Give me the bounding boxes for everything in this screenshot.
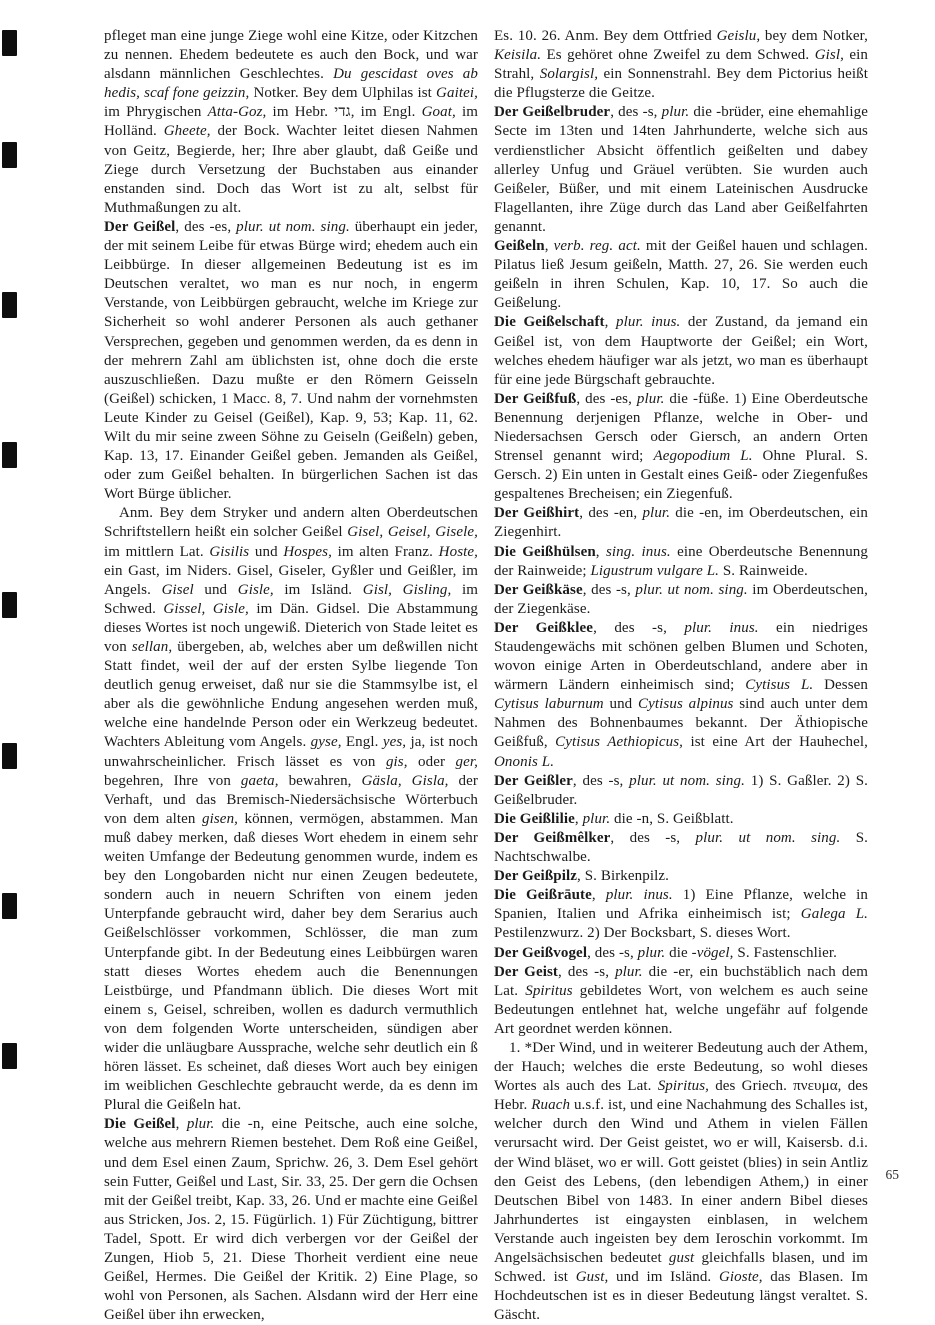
headword: Der Geißhirt [494,505,580,522]
dictionary-paragraph [104,27,478,218]
scan-artifact-mark [2,442,17,468]
text-run: S. Fastenschlier. [733,944,837,961]
text-run: Aegopodium L. [653,448,753,465]
dictionary-paragraph [494,313,868,389]
text-run: yes, [382,734,407,751]
text-run: Gisl, [814,47,844,64]
text-run: Hoste, [438,543,479,560]
text-run: im mittlern Lat. [104,543,210,560]
dictionary-paragraph [104,1115,478,1325]
text-run: Hospes, [283,543,332,560]
headword: Die Geißrāute [494,887,592,904]
dictionary-paragraph [494,390,868,505]
text-run: , des -s, [593,619,685,636]
text-run: gust [668,1250,695,1266]
text-run: Geislu, [716,28,761,44]
scan-artifact-mark [2,292,17,318]
text-run: gebildetes Wort, von welchem es auch seine Bedeutungen entlehnet hat, welche ungefähr auf folgende Art geordnet werden können. [494,982,868,1037]
text-run: mit der Geißel hauen und schlagen. Pilatus ließ Jesum geißeln, Matth. 27, 26. Sie werden euch geißeln in ihren Schulen, Kap. 10, 17. So auch die Geißelung. [494,238,868,312]
text-run: plur. ut nom. sing. [236,218,350,235]
text-run: die -en, im Oberdeutschen, ein Ziegenhirt. [494,505,869,541]
text-run: plur. ut nom. sing. [629,772,745,789]
text-run: der Verhaft, und das Bremisch-Niedersächsische Wörterbuch von dem alten [104,772,478,827]
text-run: im alten Franz. [331,543,439,560]
text-run: Du gescidast oves ab hedis, scaf fone geizzin, [104,66,478,102]
text-run: ein Gast, im Niders. Gisel, Giseler, Gyßler und Geißler, im Angels. [104,562,478,598]
text-run: Gioste, [718,1269,763,1286]
text-run: der Bock. Wachter leitet diesen Nahmen von Geitz, Begierde, her; Ihre aber glaubt, daß Geiße und Ziege durch Versetzung der Buchstaben aus einander enstanden sind. Doch das Wort ist zu alt, selbst für Muthmaßungen zu alt. [104,123,478,216]
text-run: plur. [636,390,665,407]
text-run: Gust, [575,1269,609,1286]
text-run: Keisila. [494,47,542,64]
text-run: sellan, [131,639,173,655]
text-run: , [175,1116,187,1133]
text-run: das Blasen. Im Hochdeutschen ist es in dieser Bedeutung längst veraltet. S. Gäscht. [494,1269,869,1324]
headword: Der Geißpilz [494,868,577,885]
text-run: plur. inus. [605,887,673,904]
text-run: Galega L. [800,906,868,923]
text-run: , des -s, [582,581,636,598]
text-run: der Zustand, da jemand ein Geißel ist, von dem Hauptworte der Geißel; ein Wort, welches ehedem häufiger war als jetzt, wo man es überhaupt für eine jede Bürgschaft gebrauchte. [494,314,869,388]
dictionary-paragraph [104,218,478,504]
text-run: Spiritus, [657,1078,710,1095]
text-run: begehren, Ihre von [104,772,241,789]
text-run: pfleget man eine junge Ziege wohl eine Kitze, oder Kitzchen zu nennen. Ehedem bedeutete es auch den Bock, und war alsdann männlichen Geschlechtes. [104,28,478,83]
text-run: die -n, S. Geißblatt. [610,810,734,827]
dictionary-paragraph [494,581,868,619]
text-run: im Phrygischen [104,104,208,121]
text-run: S. Nachtschwalbe. [494,829,869,866]
scan-artifact-mark [2,592,17,618]
text-run: Ohne Plural. S. Gersch. 2) Ein unten in Gestalt eines Geiß- oder Ziegenfußes gespaltenes Brecheisen; ein Ziegenfuß. [494,448,868,503]
text-run: plur. inus. [616,314,681,331]
text-run: gisen, [202,810,239,827]
text-run: im Isländ. [273,581,363,598]
dictionary-paragraph [494,543,868,581]
text-run: Cytisus laburnum [494,696,604,713]
text-run: Spiritus [525,982,573,999]
headword: Der Geißelbruder [494,104,611,121]
scan-artifact-mark [2,893,17,919]
text-run: Gaitei, [436,85,478,102]
headword: Der Geißler [494,772,573,789]
text-run: plur. [661,104,690,121]
text-run: sind auch unter dem Nahmen des Bohnenbaumes bekannt. Der Äthiopische Geißfuß, [494,696,868,751]
text-run: plur. ut nom. sing. [695,829,841,846]
text-run: überhaupt ein jeder, der mit seinem Leibe für etwas Bürge wird; ehedem auch ein Leibbürge. In dieser allgemeinen Bedeutung ist es im Deutschen veraltet, wo man es nur noch, in engerm Verstande, von Leibbürgen gebraucht, welche im Kriege zur Sicherheit so wohl anderer Personen als auch gethaner Versprechen, gegeben und genommen werden, da es denn in der mehrern Zahl am üblichsten ist, ohne doch die erste auszuschließen. Dazu mußte er den Römern Geisseln (Geißel) schicken, 1 Macc. 8, 7. Und nahm der vornehmsten Leute Kinder zu Geisel (Geißel), Kap. 9, 53; Kap. 11, 62. Wilt du mir seine zween Söhne zu Geiseln (Geißeln) geben, Kap. 13, 17. Einander Geißel geben. Jemanden als Geißel, oder zum Geißel behalten. In bürgerlichen Sachen ist das Wort Bürge üblicher. [104,218,478,503]
text-run: ja, ist noch unwahrscheinlicher. Frisch lässet es von [104,734,478,770]
dictionary-paragraph [494,963,868,1039]
text-run: Pestilenzwurz. 2) Der Bocksbart, S. dieses Wort. [494,925,791,942]
text-run: , des -en, [579,505,643,522]
text-run: Ligustrum vulgare L. [590,562,720,579]
headword: Der Geißfuß [494,390,577,407]
page-number: 65 [885,1167,899,1182]
text-run: 1) S. Gaßler. 2) S. Geißelbruder. [494,772,869,808]
text-run: , des -s, [558,963,616,980]
text-run: Cytisus alpinus [638,696,734,713]
text-run: und [603,696,639,713]
dictionary-paragraph [494,1039,868,1325]
text-run: Notker. Bey dem Ulphilas ist [249,85,437,102]
text-run: im Schwed. [104,581,479,617]
text-run: plur. [637,944,666,961]
text-column-right [494,27,868,1325]
text-run: , [604,314,617,331]
text-run: Dessen [813,677,868,694]
text-run: Gisilis [209,543,250,560]
headword: Die Geißelschaft [494,314,605,331]
text-run: plur. inus. [684,619,759,636]
scan-artifact-mark [2,142,17,168]
headword: Der Geißmêlker [494,829,611,846]
headword: Der Geist [494,963,559,980]
headword: Der Geißel [104,218,176,235]
text-run: Gisle, [237,581,274,598]
text-run: Engl. [341,734,383,751]
text-run: u.s.f. ist, und eine Nachahmung des Schalles ist, welcher durch den Wind und Athem in vielen Fällen verursacht wird. Der Geist geistet, wo er will, Kaisersb. d.i. der Wind bläset, wo er will. Gott geistet (blies) in sein Antliz den Geist des Lebens, (den lebendigen Athem,) in einer Deutschen Bibel von 1483. In einer andern Bibel dieses Jahrhundertes ist eingaysten einblasen, in welchem Verstande auch ingeisten bey dem Ieroschin vorkommt. Im Angelsächsischen bedeutet [494,1097,868,1266]
text-run: , des -s, [610,104,662,121]
text-run: eine Oberdeutsche Benennung der Rainweide; [494,543,868,579]
scan-artifact-mark [2,1043,17,1069]
text-run: Anm. Bey dem Stryker und andern alten Oberdeutschen Schriftstellern heißt ein solcher Geißel [104,505,478,541]
headword: Der Geißklee [494,619,594,636]
headword: Die Geißel [104,1116,176,1133]
dictionary-paragraph [494,886,868,943]
text-run: übergeben, ab, welches aber um deßwillen nicht Statt findet, weil der auf der ersten Sylbe liegende Ton deutlich genug erweiset, daß nur sie die Stammsylbe ist, el aber als die gewöhnliche Endung angesehen werden muß, welche eine handelnde Person oder ein Werkzeug bedeutet. Wachters Ableitung vom Angels. [104,639,478,751]
text-run: Gisel [161,581,194,598]
text-run: bey dem Notker, [760,28,869,44]
dictionary-paragraph [494,772,868,810]
dictionary-paragraph [494,829,868,867]
text-run: , des -es, [175,218,237,235]
text-run: oder [407,753,456,770]
text-run: Atta-Goz, [207,104,267,121]
text-run: verb. reg. act. [553,238,641,255]
text-run: Ononis L. [494,753,555,770]
text-run: und [193,581,238,598]
text-run: Ruach [531,1097,571,1114]
text-run: Goat, [421,104,456,121]
text-run: Gisel, Geisel, Gisele, [347,524,478,541]
text-run: ein Sonnenstrahl. Bey dem Pictorius heißt die Pflugsterze die Geitze. [494,66,868,102]
text-run: ist eine Art der Hauhechel, [683,734,868,751]
text-run: im Holländ. [104,104,479,140]
dictionary-paragraph [494,944,868,963]
dictionary-paragraph [494,27,868,103]
headword: Die Geißhülsen [494,543,596,560]
text-run: Cytisus L. [745,677,814,694]
text-run: und [249,543,284,560]
text-run: , [595,543,606,560]
text-run: die -brüder, eine ehemahlige Secte im 13ten und 14ten Jahrhunderte, welche sich aus verdienstlicher Absicht öffentlich geißelten und dabey allerley Unfug und Gräuel verübten. Sie wurden auch Geißeler, Büßer, und mit einem Lateinischen Ausdrucke Flagellanten, ihre Züge durch das Land aber Geißelfahrten genannt. [494,104,869,235]
text-run: , des -s, [610,829,696,846]
text-run: Es gehöret ohne Zweifel zu dem Schwed. [541,47,815,64]
headword: Der Geißvogel [494,944,588,961]
text-column-left [104,27,478,1325]
text-run: des Griech. πνευμα, des Hebr. [494,1078,869,1114]
headword: Geißeln [494,238,545,255]
dictionary-paragraph [494,619,868,772]
text-run: die -füße. 1) Eine Oberdeutsche Benennung derjenigen Pflanze, welche in Ober- und Niedersachsen Gersch oder Giersch, an andern Orten Strensel genannt wird; [494,390,869,465]
text-run: plur. [582,810,611,827]
text-run: , des -s, [587,944,638,961]
scan-artifact-mark [2,30,17,56]
text-run: sing. inus. [605,543,671,560]
dictionary-paragraph [104,504,478,1115]
text-run: , S. Birkenpilz. [577,868,670,885]
text-run: ein niedriges Staudengewächs mit schönen gelben Blumen und Schoten, wovon einige Arten in Oberdeutschland, andere aber in wärmern Ländern einheimisch sind; [494,619,868,694]
text-run: , [574,810,583,827]
dictionary-paragraph [494,504,868,542]
text-run: , [591,887,606,904]
text-run: Cytisus Aethiopicus, [555,734,684,751]
text-run: gleichfalls blasen, und im Schwed. ist [494,1250,868,1286]
dictionary-paragraph [494,103,868,237]
text-run: im Hebr. גדי, im Engl. [266,104,422,121]
text-run: die [665,944,692,961]
text-run: gis, [385,753,408,770]
text-run: , des -es, [576,390,637,407]
text-run: und im Isländ. [608,1269,719,1286]
text-run: plur. [642,505,671,522]
text-run: ein Strahl, [494,47,869,83]
text-run: -vögel, [691,944,734,961]
text-run: Gissel, Gisle, [163,600,249,617]
text-run: Solargisl, [539,66,599,83]
text-run: ger, [455,753,478,770]
dictionary-paragraph [494,867,868,886]
text-run: Gisl, Gisling, [362,581,452,598]
text-run: 1) Eine Pflanze, welche in Spanien, Italien und Afrika einheimisch ist; [494,887,869,923]
text-run: die -er, ein buchstäblich nach dem Lat. [494,963,868,999]
text-run: die -n, eine Peitsche, auch eine solche, welche aus mehrern Riemen bestehet. Dem Roß eine Geißel, und dem Esel einen Zaum, Sprichw. 26, 3. Dem Esel gehört sein Futter, Geißel und Last, Sir. 33, 25. Der gern die Ochsen mit der Geißel treibt, Kap. 33, 26. Und er machte eine Geißel aus Stricken, Jos. 2, 15. Fügürlich. 1) Für Züchtigung, bittrer Tadel, Spott. Er wird dich verbergen vor der Geißel der Zungen, Hiob 5, 21. Diese Thorheit verdient eine neue Geißel, Hermes. Die Geißel der Kritik. 2) Eine Plage, so wohl von Personen, als Sachen. Alsdann wird der Herr eine Geißel über ihn erwecken, [104,1116,479,1324]
dictionary-paragraph [494,237,868,313]
text-run: Gäsla, Gisla, [361,772,449,789]
headword: Die Geißlilie [494,810,575,827]
text-run: im Oberdeutschen, der Ziegenkäse. [494,581,869,617]
text-run: S. Rainweide. [719,562,808,579]
text-run: bewahren, [278,772,362,789]
text-run: Es. 10. 26. Anm. Bey dem Ottfried [494,28,717,44]
headword: Der Geißkäse [494,581,583,598]
text-run: im Dän. Gidsel. Die Abstammung dieses Wortes ist noch ungewiß. Dieterich von Stade leitet es von [104,600,479,655]
text-run: Gheete, [163,123,211,140]
text-run: gyse, [310,734,342,751]
scan-artifact-mark [2,743,17,769]
text-run: , [544,238,554,255]
text-run: plur. ut nom. sing. [635,581,748,598]
text-run: , des -s, [572,772,630,789]
text-run: gaeta, [240,772,279,789]
text-run: plur. [186,1116,215,1133]
text-run: plur. [615,963,643,980]
text-run: 1. *Der Wind, und in weiterer Bedeutung auch der Athem, der Hauch; welches die erste Bedeutung, so wohl dieses Wortes als auch des Lat. [494,1039,868,1095]
text-run: können, vermögen, abstammen. Man muß dabey merken, daß dieses Wort ehedem in einem sehr weiten Umfange der Bedeutung genommen wurde, indem es bey den Longobarden nicht nur einen Zeugen bedeutete, sondern auch in neuern Schriften von einem jeden Unterpfande gebraucht wird, daher bey dem Serarius auch Geißelschlösser vorkommen, Schlösser, die man zum Unterpfande gibt. In der Bedeutung eines Leibbürgen waren statt dieses Wortes ehedem auch die Benennungen Leistbürge, und Pfandmann üblich. Die dieses Wort mit einem s, Geisel, schreiben, wollen es dadurch vermuthlich von dem folgenden Worte unterscheiden, sündigen aber wider die unläugbare Aussprache, welche sehr deutlich ein ß hören lässet. Es scheinet, daß dieses Wort auch bey einigen im weiblichen Geschlechte gebraucht werde, da es denn im Plural die Geißeln hat. [104,810,478,1114]
dictionary-paragraph [494,810,868,829]
